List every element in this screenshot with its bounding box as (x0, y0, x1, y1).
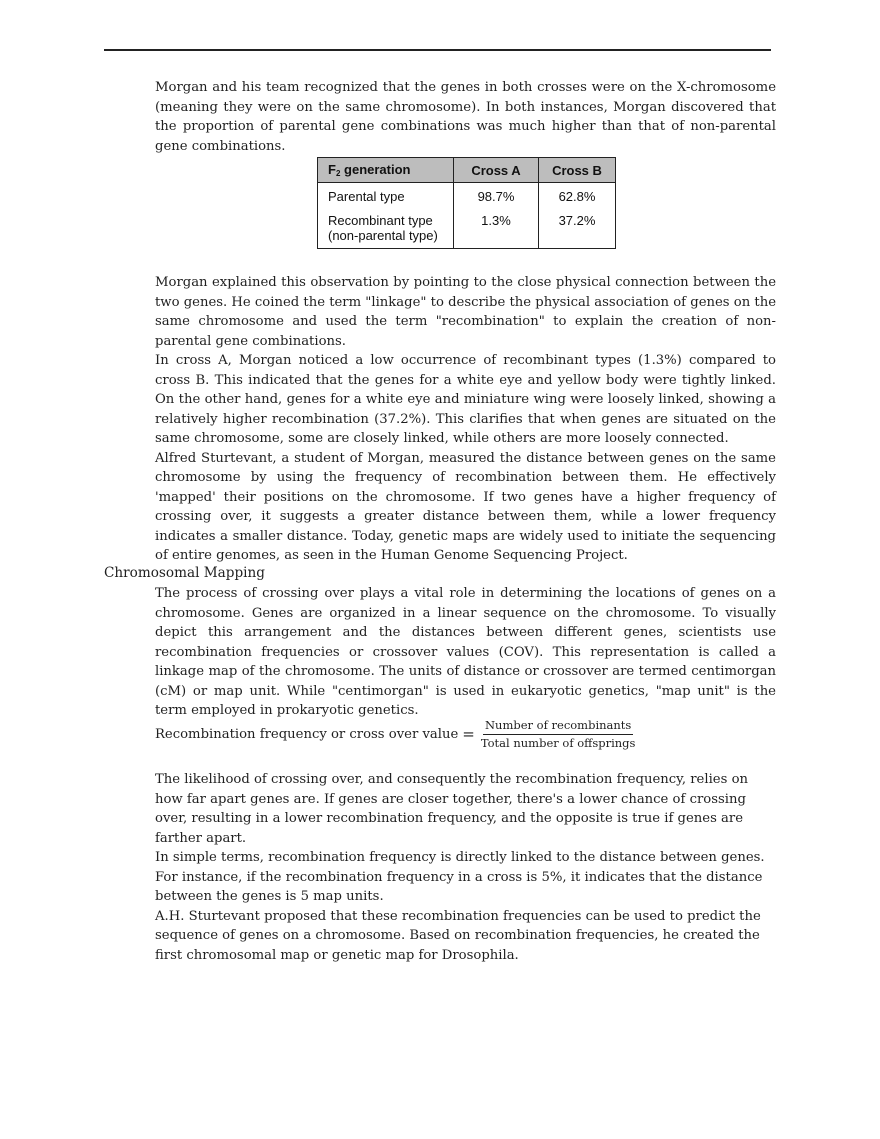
section-heading: Chromosomal Mapping (104, 565, 265, 581)
recombination-table (317, 157, 616, 249)
paragraph: Morgan explained this observation by pointing to the close physical connection between the two genes. He coined the term "linkage" to describe the physical association of genes on the same chromosome and used the term "recombination" to explain the creation of non-parental gene combinations. (155, 275, 776, 349)
formula-numerator: Number of recombinants (483, 718, 633, 735)
row-label: Parental type (318, 183, 454, 211)
linkage-paragraphs (155, 273, 776, 566)
paragraph: Morgan and his team recognized that the genes in both crosses were on the X-chromosome (meaning they were on the same chromosome). In both instances, Morgan discovered that the proportion of parental gene combinations was much higher than that of non-parental gene combinations. (155, 80, 776, 154)
table-header-row (318, 158, 616, 183)
paragraph: The likelihood of crossing over, and consequently the recombination frequency, relies on how far apart genes are. If genes are closer together, there's a lower chance of crossing over, resulting in a lower recombination frequency, and the opposite is true if genes are farther apart. (155, 772, 748, 846)
table-row (318, 183, 616, 211)
paragraph: Alfred Sturtevant, a student of Morgan, measured the distance between genes on the same chromosome by using the frequency of recombination between them. He effectively 'mapped' their positions on the chromosome. If two genes have a higher frequency of crossing over, it suggests a greater distance between them, while a lower frequency indicates a smaller distance. Today, genetic maps are widely used to initiate the sequencing of entire genomes, as seen in the Human Genome Sequencing Project. (155, 450, 776, 563)
formula-denominator: Total number of offsprings (480, 735, 636, 750)
cell-cross-a: 98.7% (454, 183, 539, 211)
row-label (318, 210, 454, 249)
recombination-formula (155, 717, 637, 751)
paragraph: In simple terms, recombination frequency is directly linked to the distance between genes. For instance, if the recombination frequency in a cross is 5%, it indicates that the distance between the genes is 5 map units. (155, 850, 765, 904)
closing-paragraphs (155, 770, 776, 965)
header-cross-a: Cross A (454, 158, 539, 183)
formula-fraction (479, 718, 638, 751)
intro-paragraph (155, 78, 776, 156)
header-prefix: F (328, 162, 336, 177)
paragraph: A.H. Sturtevant proposed that these recombination frequencies can be used to predict the sequence of genes on a chromosome. Based on recombination frequencies, he created the first chromosomal map or genetic map for Drosophila. (155, 908, 761, 963)
table-row (318, 210, 616, 249)
cell-cross-b: 37.2% (539, 210, 616, 249)
header-subscript: 2 (335, 169, 341, 178)
paragraph: In cross A, Morgan noticed a low occurrence of recombinant types (1.3%) compared to cross B. This indicated that the genes for a white eye and yellow body were tightly linked. On the other hand, genes for a white eye and miniature wing were loosely linked, showing a relatively higher recombination (37.2%). This clarifies that when genes are situated on the same chromosome, some are closely linked, while others are more loosely connected. (155, 353, 776, 446)
header-suffix: generation (340, 162, 411, 177)
header-rule (104, 49, 771, 51)
cell-cross-a: 1.3% (454, 210, 539, 249)
row-label-line2: (non-parental type) (328, 228, 438, 243)
header-f2-generation (318, 158, 454, 183)
paragraph: The process of crossing over plays a vital role in determining the locations of genes on a chromosome. Genes are organized in a linear sequence on the chromosome. To visually depict this arrangement and the distances between different genes, scientists use recombination frequencies or crossover values (COV). This representation is called a linkage map of the chromosome. The units of distance or crossover are termed centimorgan (cM) or map unit. While "centimorgan" is used in eukaryotic genetics, "map unit" is the term employed in prokaryotic genetics. (155, 586, 776, 718)
mapping-paragraph (155, 584, 776, 721)
formula-equals: = (462, 725, 475, 743)
cell-cross-b: 62.8% (539, 183, 616, 211)
row-label-line1: Recombinant type (328, 213, 433, 228)
header-cross-b: Cross B (539, 158, 616, 183)
formula-lhs: Recombination frequency or cross over value (155, 726, 459, 742)
